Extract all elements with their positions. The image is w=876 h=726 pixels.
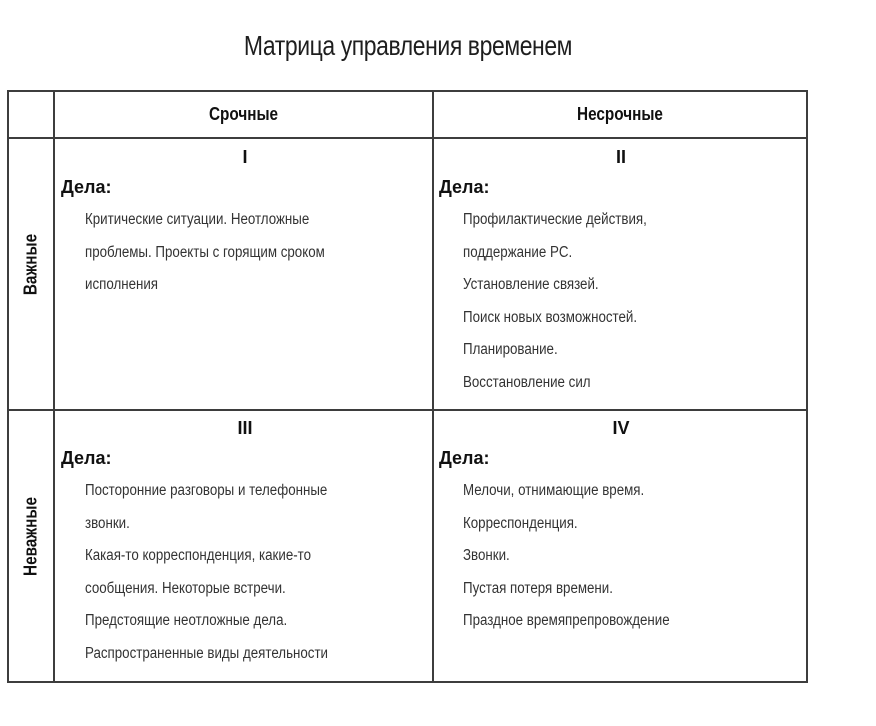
- list-item: звонки.: [85, 514, 130, 532]
- divider-header: [9, 137, 806, 139]
- divider-columns: [432, 92, 434, 681]
- list-item: Звонки.: [463, 547, 510, 564]
- column-header-not-urgent: Несрочные: [577, 104, 663, 124]
- quadrant-4: [439, 415, 803, 638]
- quadrant-items: [85, 475, 429, 670]
- list-item: Посторонние разговоры и телефонные: [85, 482, 328, 499]
- list-item: Предстоящие неотложные дела.: [85, 612, 288, 629]
- list-item: Распространенные виды деятельности: [85, 644, 329, 662]
- quadrant-items: [85, 204, 429, 302]
- quadrant-numeral: IV: [612, 418, 630, 438]
- divider-row-label: [53, 92, 55, 681]
- quadrant-numeral: I: [242, 147, 248, 167]
- list-item: Пустая потеря времени.: [463, 579, 613, 597]
- list-item: сообщения. Некоторые встречи.: [85, 579, 286, 597]
- time-management-matrix: [7, 90, 808, 683]
- row-label-not-important: Неважные: [20, 497, 41, 576]
- quadrant-label: Дела:: [61, 448, 112, 468]
- list-item: Корреспонденция.: [463, 514, 578, 532]
- list-item: Планирование.: [463, 341, 558, 358]
- row-label-important: Важные: [20, 233, 41, 296]
- quadrant-1: [61, 144, 429, 302]
- quadrant-numeral: II: [615, 147, 626, 167]
- quadrant-label: Дела:: [439, 177, 490, 197]
- row-label-cell-important: [9, 139, 53, 409]
- list-item: Критические ситуации. Неотложные: [85, 211, 310, 228]
- list-item: Профилактические действия,: [463, 211, 647, 228]
- row-label-cell-not-important: [9, 411, 53, 681]
- list-item: Установление связей.: [463, 276, 599, 293]
- column-header-urgent: Срочные: [208, 104, 279, 124]
- matrix-title: Матрица управления временем: [243, 30, 573, 61]
- list-item: Мелочи, отнимающие время.: [463, 482, 645, 499]
- quadrant-numeral: III: [237, 418, 253, 438]
- divider-rows: [9, 409, 806, 411]
- quadrant-items: [463, 475, 803, 638]
- quadrant-label: Дела:: [61, 177, 112, 197]
- list-item: Восстановление сил: [463, 373, 591, 391]
- quadrant-3: [61, 415, 429, 670]
- quadrant-2: [439, 144, 803, 399]
- list-item: исполнения: [85, 276, 159, 293]
- quadrant-items: [463, 204, 803, 399]
- list-item: Праздное времяпрепровождение: [463, 612, 670, 629]
- list-item: поддержание PC.: [463, 243, 573, 261]
- list-item: проблемы. Проекты с горящим сроком: [85, 243, 325, 261]
- list-item: Какая-то корреспонденция, какие-то: [85, 547, 312, 564]
- list-item: Поиск новых возможностей.: [463, 308, 638, 326]
- quadrant-label: Дела:: [439, 448, 490, 468]
